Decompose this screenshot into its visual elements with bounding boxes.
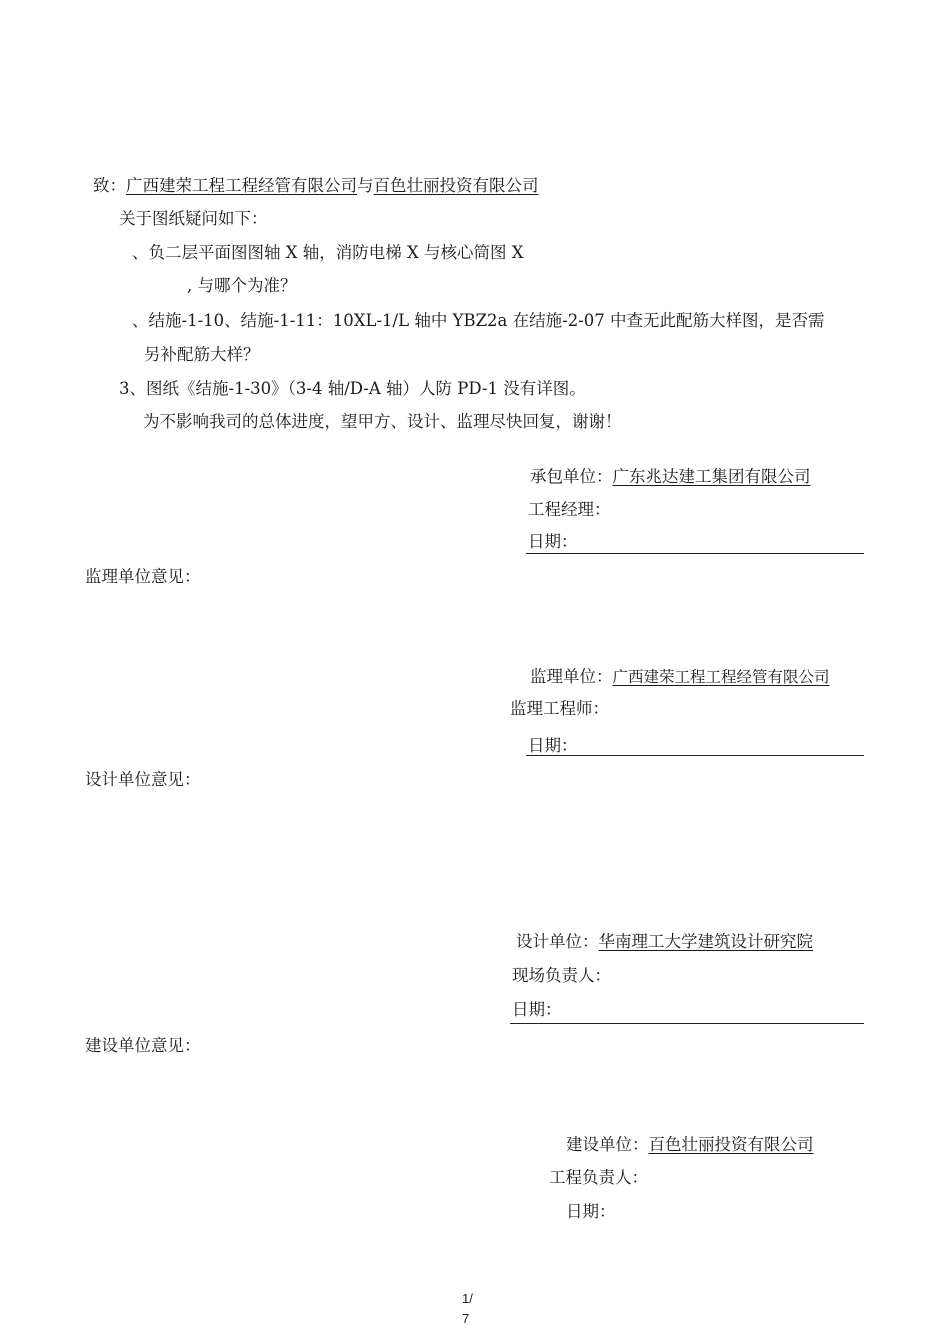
design-date-label: 日期： [512, 1000, 562, 1019]
design-unit-line [516, 930, 813, 954]
contractor-date-label: 日期： [528, 532, 578, 551]
page-number-bottom: 7 [462, 1311, 470, 1326]
supervision-unit-line [530, 665, 830, 689]
contractor-unit-value: 广东兆达建工集团有限公司 [612, 467, 811, 486]
supervision-date-rule [526, 755, 864, 756]
question-3-line-1: 3、图纸《结施-1-30》（3-4 轴/D-A 轴）人防 PD-1 没有详图。 [119, 379, 586, 398]
addressee-line [93, 174, 539, 198]
addressee-org-supervisor: 广西建荣工程工程经管有限公司 [126, 176, 357, 195]
question-1-line-1: 、负二层平面图图轴 X 轴，消防电梯 X 与核心筒图 X [132, 243, 524, 262]
contractor-unit-label: 承包单位： [530, 467, 613, 486]
contractor-manager-label: 工程经理： [528, 500, 611, 519]
question-2-text: 、结施-1-10、结施-1-11：10XL-1/L 轴中 YBZ2a 在结施-2-07 中查无此配筋大样图，是否需 [132, 311, 825, 330]
addressee-org-owner: 百色壮丽投资有限公司 [373, 176, 539, 195]
supervision-date-label: 日期： [528, 736, 578, 755]
construction-unit-label: 建设单位： [566, 1135, 649, 1154]
supervision-opinion-label: 监理单位意见： [85, 567, 201, 586]
construction-unit-value: 百色壮丽投资有限公司 [648, 1135, 814, 1154]
design-opinion-label: 设计单位意见： [85, 770, 201, 789]
construction-opinion-label: 建设单位意见： [85, 1036, 201, 1055]
addressee-prefix: 致： [93, 176, 126, 195]
construction-date-label: 日期： [566, 1202, 616, 1221]
question-2-line-2: 另补配筋大样？ [144, 345, 260, 364]
contractor-unit-line [530, 465, 811, 489]
construction-unit-line [566, 1133, 814, 1157]
intro-text: 关于图纸疑问如下： [119, 209, 268, 228]
design-unit-label: 设计单位： [516, 932, 599, 951]
closing-text: 为不影响我司的总体进度，望甲方、设计、监理尽快回复，谢谢！ [143, 412, 622, 431]
supervision-unit-value: 广西建荣工程工程经管有限公司 [612, 668, 830, 686]
construction-person-label: 工程负责人： [549, 1168, 648, 1187]
addressee-joiner: 与 [357, 176, 374, 195]
page-number-top: 1/ [462, 1291, 473, 1306]
supervision-engineer-label: 监理工程师： [510, 699, 609, 718]
question-1-line-2: , 与哪个为准？ [187, 276, 297, 295]
supervision-unit-label: 监理单位： [530, 667, 613, 686]
design-person-label: 现场负责人： [512, 966, 611, 985]
contractor-date-rule [526, 553, 864, 554]
design-unit-value: 华南理工大学建筑设计研究院 [598, 932, 813, 951]
question-2-line-1 [132, 309, 825, 333]
design-date-rule [510, 1023, 864, 1024]
